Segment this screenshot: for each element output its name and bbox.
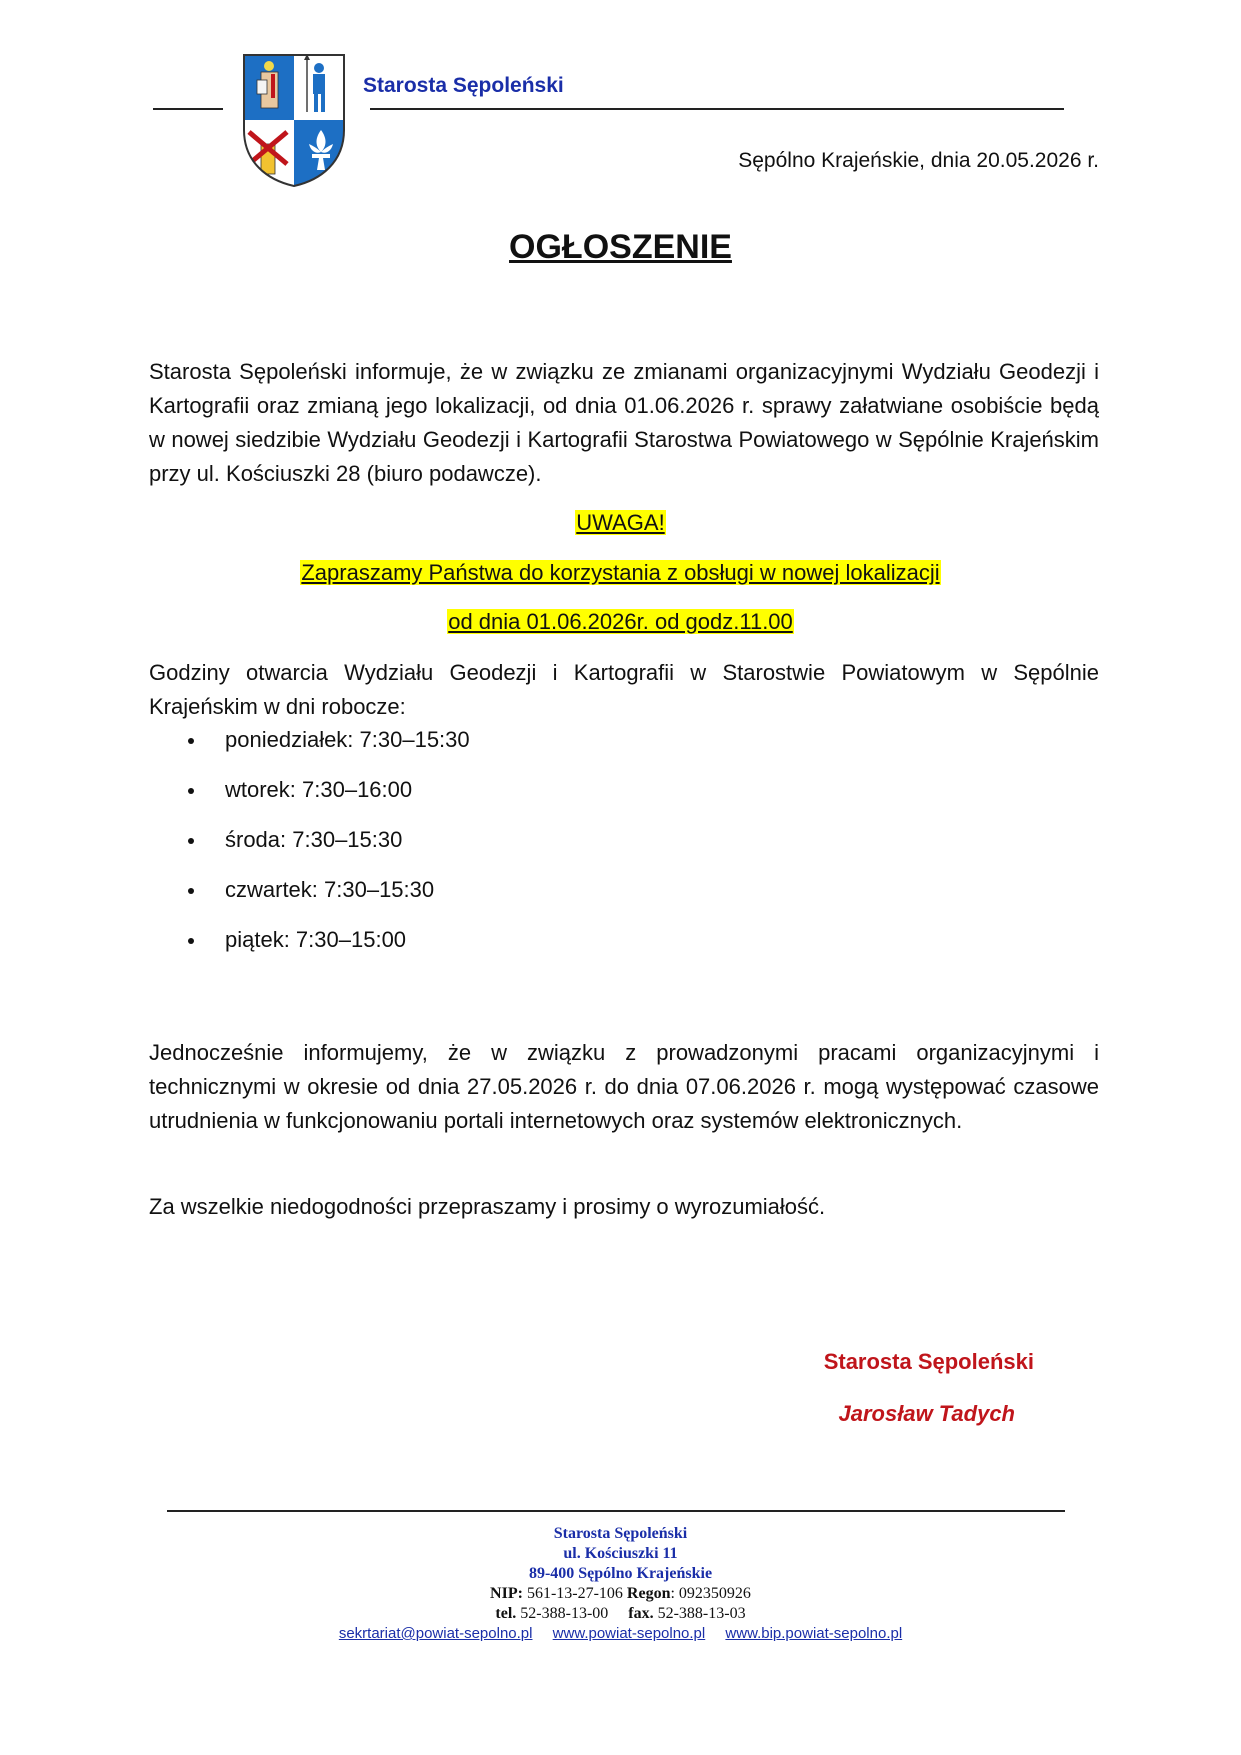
notice-line-1 bbox=[0, 560, 1241, 586]
signature-role: Starosta Sępoleński bbox=[823, 1349, 1034, 1374]
signature-name: Jarosław Tadych bbox=[838, 1401, 1015, 1426]
hours-intro: Godziny otwarcia Wydziału Geodezji i Kartografii w Starostwie Powiatowym w Sępólnie Krajeńskim w dni robocze: bbox=[149, 660, 1099, 719]
notice-heading bbox=[0, 510, 1241, 536]
email-link[interactable]: sekrtariat@powiat-sepolno.pl bbox=[338, 1625, 533, 1642]
hours-list bbox=[183, 723, 470, 973]
regon-label: Regon bbox=[626, 1585, 671, 1602]
footer-phones bbox=[0, 1604, 1241, 1624]
notice-line-2 bbox=[0, 609, 1241, 635]
website-link[interactable]: www.powiat-sepolno.pl bbox=[552, 1625, 706, 1642]
footer bbox=[0, 1524, 1241, 1644]
apology-paragraph: Za wszelkie niedogodności przepraszamy i prosimy o wyrozumiałość. bbox=[149, 1194, 826, 1219]
header-title: Starosta Sępoleński bbox=[363, 74, 564, 97]
tel-value: 52-388-13-00 bbox=[520, 1605, 609, 1622]
footer-ids bbox=[0, 1584, 1241, 1604]
bip-link[interactable]: www.bip.powiat-sepolno.pl bbox=[725, 1625, 903, 1642]
notice-heading-text: UWAGA! bbox=[576, 510, 665, 535]
tel-label: tel. bbox=[495, 1605, 517, 1622]
hours-item-friday: piątek: 7:30–15:00 bbox=[183, 923, 470, 973]
header-rule-right bbox=[370, 108, 1064, 110]
hours-item-wednesday: środa: 7:30–15:30 bbox=[183, 823, 470, 873]
coat-of-arms-icon bbox=[241, 52, 347, 188]
fax-label: fax. bbox=[628, 1605, 654, 1622]
nip-value: 561-13-27-106 bbox=[526, 1585, 623, 1602]
footer-street: ul. Kościuszki 11 bbox=[563, 1545, 678, 1562]
hours-item-monday: poniedziałek: 7:30–15:30 bbox=[183, 723, 470, 773]
page-title: OGŁOSZENIE bbox=[509, 228, 732, 266]
date-line: Sępólno Krajeńskie, dnia 20.05.2026 r. bbox=[738, 149, 1099, 172]
footer-org: Starosta Sępoleński bbox=[553, 1525, 688, 1542]
nip-label: NIP: bbox=[490, 1585, 523, 1602]
footer-links bbox=[0, 1624, 1241, 1644]
notice-line-1-text: Zapraszamy Państwa do korzystania z obsługi w nowej lokalizacji bbox=[301, 560, 940, 585]
footer-city: 89-400 Sępólno Krajeńskie bbox=[528, 1565, 713, 1582]
disruption-paragraph: Jednocześnie informujemy, że w związku z prowadzonymi pracami organizacyjnymi i technicznymi w okresie od dnia 27.05.2026 r. do dnia 07.06.2026 r. mogą występować czasowe utrudnienia w funkcjonowaniu portali internetowych oraz systemów elektronicznych. bbox=[149, 1040, 1099, 1133]
hours-item-thursday: czwartek: 7:30–15:30 bbox=[183, 873, 470, 923]
footer-rule bbox=[167, 1510, 1065, 1512]
fax-value: 52-388-13-03 bbox=[657, 1605, 746, 1622]
regon-value: : 092350926 bbox=[670, 1585, 751, 1602]
notice-line-2-text: od dnia 01.06.2026r. od godz.11.00 bbox=[448, 609, 793, 634]
intro-paragraph: Starosta Sępoleński informuje, że w związku ze zmianami organizacyjnymi Wydziału Geodezji i Kartografii oraz zmianą jego lokalizacji, od dnia 01.06.2026 r. sprawy załatwiane osobiście będą w nowej siedzibie Wydziału Geodezji i Kartografii Starostwa Powiatowego w Sępólnie Krajeńskim przy ul. Kościuszki 28 (biuro podawcze). bbox=[149, 359, 1099, 486]
header-rule-left bbox=[153, 108, 223, 110]
hours-item-tuesday: wtorek: 7:30–16:00 bbox=[183, 773, 470, 823]
